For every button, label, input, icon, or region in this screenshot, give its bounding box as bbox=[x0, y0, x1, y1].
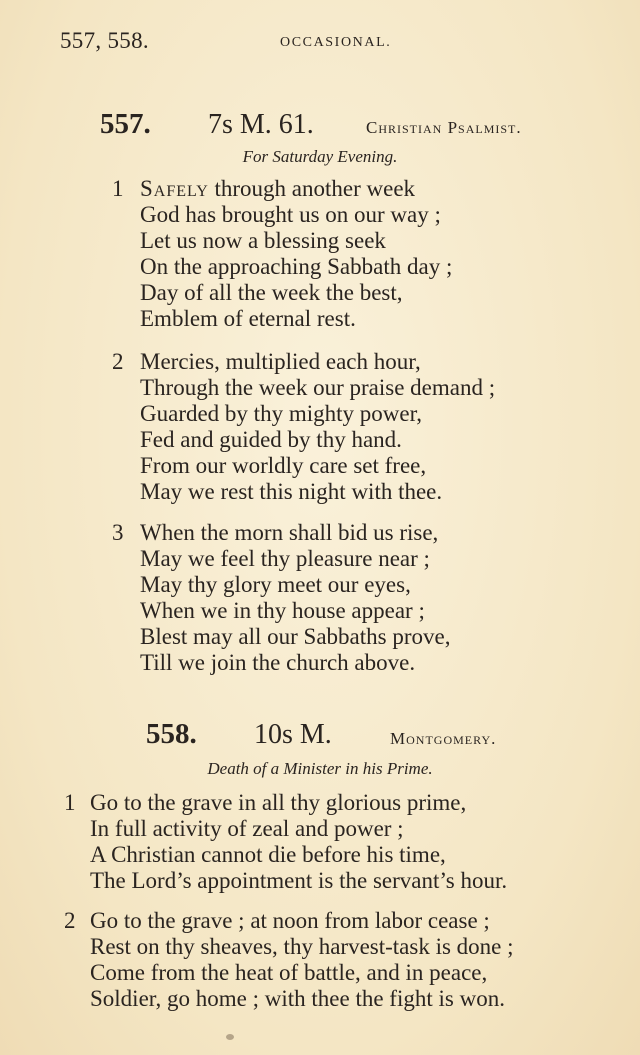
verse-line: Blest may all our Sabbaths prove, bbox=[140, 624, 451, 649]
hymn-558-header bbox=[0, 718, 640, 758]
hymn-source: Christian Psalmist. bbox=[366, 118, 522, 137]
verse-line: Come from the heat of battle, and in peace, bbox=[90, 960, 488, 985]
verse-557-2 bbox=[112, 349, 496, 505]
verse-line: Go to the grave ; at noon from labor cease ; bbox=[90, 908, 490, 933]
verse-line: Mercies, multiplied each hour, bbox=[140, 349, 421, 374]
page-numbers: 557, 558. bbox=[60, 28, 149, 53]
verse-line: On the approaching Sabbath day ; bbox=[140, 254, 453, 279]
verse-line: A Christian cannot die before his time, bbox=[90, 842, 446, 867]
hymn-number: 557. bbox=[100, 108, 151, 140]
verse-line: Let us now a blessing seek bbox=[140, 228, 386, 253]
verse-line: God has brought us on our way ; bbox=[140, 202, 441, 227]
verse-line: Day of all the week the best, bbox=[140, 280, 403, 305]
verse-line: When we in thy house appear ; bbox=[140, 598, 425, 623]
verse-line bbox=[140, 176, 452, 202]
verse-line: Through the week our praise demand ; bbox=[140, 375, 496, 400]
page-smudge bbox=[226, 1034, 234, 1040]
verse-line: Soldier, go home ; with thee the fight is won. bbox=[90, 986, 505, 1011]
verse-line: Rest on thy sheaves, thy harvest-task is done ; bbox=[90, 934, 514, 959]
verse-line: May we feel thy pleasure near ; bbox=[140, 546, 430, 571]
verse-line: Till we join the church above. bbox=[140, 650, 416, 675]
hymn-meter: 10s M. bbox=[254, 719, 332, 750]
verse-first-line-rest: through another week bbox=[208, 176, 416, 201]
verse-number: 2 bbox=[64, 908, 76, 933]
verse-line: The Lord’s appointment is the servant’s hour. bbox=[90, 868, 508, 893]
verse-line: Emblem of eternal rest. bbox=[140, 306, 356, 331]
hymn-subtitle: For Saturday Evening. bbox=[242, 147, 398, 166]
verse-line: Fed and guided by thy hand. bbox=[140, 427, 402, 452]
verse-number: 3 bbox=[112, 520, 124, 545]
verse-558-2 bbox=[64, 908, 514, 1012]
section-label: OCCASIONAL. bbox=[280, 35, 392, 50]
verse-line: May thy glory meet our eyes, bbox=[140, 572, 411, 597]
hymn-subtitle: Death of a Minister in his Prime. bbox=[207, 759, 433, 778]
verse-line: From our worldly care set free, bbox=[140, 453, 427, 478]
verse-558-1 bbox=[64, 790, 508, 894]
verse-557-1 bbox=[112, 176, 453, 332]
verse-line: In full activity of zeal and power ; bbox=[90, 816, 404, 841]
running-head bbox=[0, 28, 640, 58]
hymn-source: Montgomery. bbox=[390, 729, 497, 748]
verse-line: Go to the grave in all thy glorious prime, bbox=[90, 790, 467, 815]
hymn-meter: 7s M. 61. bbox=[208, 109, 314, 140]
verse-first-word: Safely bbox=[140, 176, 209, 201]
verse-line: When the morn shall bid us rise, bbox=[140, 520, 439, 545]
verse-number: 1 bbox=[112, 176, 124, 201]
hymn-557-header bbox=[0, 108, 640, 148]
verse-557-3 bbox=[112, 520, 451, 676]
verse-number: 2 bbox=[112, 349, 124, 374]
verse-number: 1 bbox=[64, 790, 76, 815]
hymn-number: 558. bbox=[146, 718, 197, 750]
verse-line: May we rest this night with thee. bbox=[140, 479, 443, 504]
verse-line: Guarded by thy mighty power, bbox=[140, 401, 423, 426]
